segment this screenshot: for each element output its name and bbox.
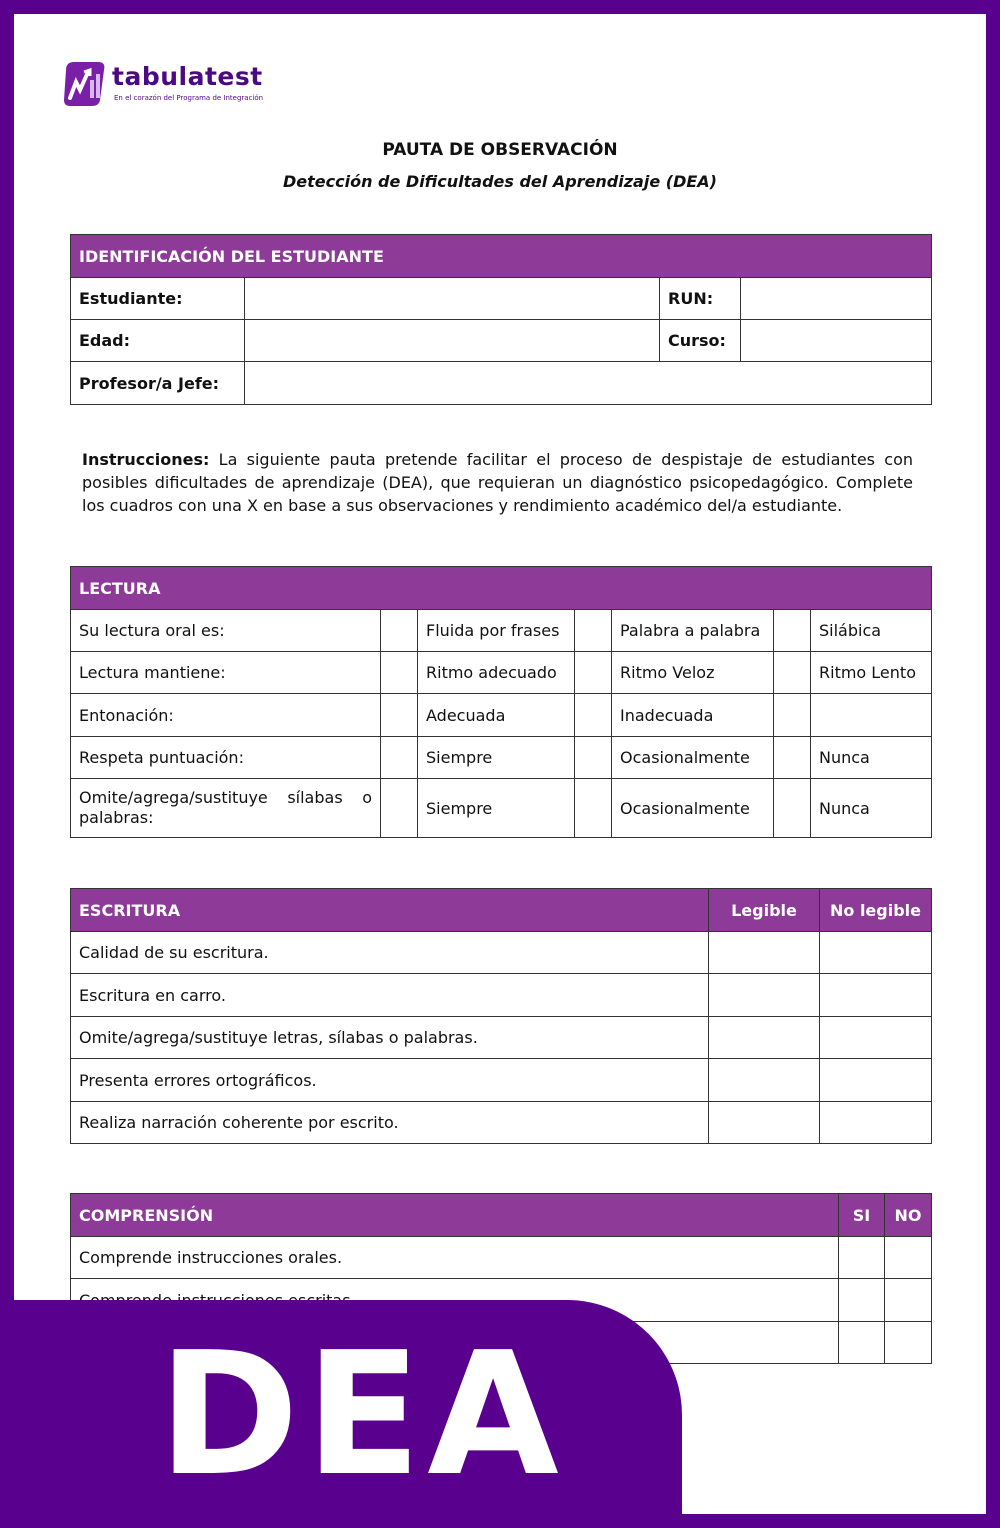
age-field[interactable] bbox=[245, 320, 660, 362]
checkbox-cell[interactable] bbox=[774, 694, 811, 737]
checkbox-cell[interactable] bbox=[820, 932, 932, 974]
reading-item-label: Lectura mantiene: bbox=[71, 652, 381, 694]
writing-item-label: Realiza narración coherente por escrito. bbox=[71, 1102, 709, 1144]
reading-option: Inadecuada bbox=[612, 694, 774, 737]
age-label: Edad: bbox=[71, 320, 245, 362]
table-row bbox=[71, 652, 932, 694]
course-field[interactable] bbox=[741, 320, 932, 362]
checkbox-cell[interactable] bbox=[774, 652, 811, 694]
checkbox-cell[interactable] bbox=[839, 1237, 885, 1279]
instructions bbox=[82, 448, 913, 517]
checkbox-cell[interactable] bbox=[381, 779, 418, 838]
checkbox-cell[interactable] bbox=[774, 610, 811, 652]
checkbox-cell[interactable] bbox=[820, 1017, 932, 1059]
page-subtitle: Detección de Dificultades del Aprendizaje (DEA) bbox=[283, 172, 717, 191]
checkbox-cell[interactable] bbox=[820, 1102, 932, 1144]
reading-item-label: Entonación: bbox=[71, 694, 381, 737]
tabulatest-logo-icon bbox=[62, 60, 106, 108]
comprehension-heading: COMPRENSIÓN bbox=[71, 1194, 839, 1237]
table-row bbox=[71, 1102, 932, 1144]
teacher-label: Profesor/a Jefe: bbox=[71, 362, 245, 405]
comprehension-item-label: Comprende instrucciones orales. bbox=[71, 1237, 839, 1279]
page-title: PAUTA DE OBSERVACIÓN bbox=[382, 140, 618, 160]
run-label: RUN: bbox=[660, 278, 741, 320]
writing-item-label: Escritura en carro. bbox=[71, 974, 709, 1017]
reading-option: Fluida por frases bbox=[418, 610, 575, 652]
table-row bbox=[71, 1237, 932, 1279]
writing-table bbox=[70, 888, 932, 1144]
checkbox-cell[interactable] bbox=[709, 974, 820, 1017]
comprehension-col-yes: SI bbox=[839, 1194, 885, 1237]
checkbox-cell[interactable] bbox=[885, 1279, 932, 1322]
writing-col-not-legible: No legible bbox=[820, 889, 932, 932]
table-row bbox=[71, 737, 932, 779]
writing-item-label: Omite/agrega/sustituye letras, sílabas o palabras. bbox=[71, 1017, 709, 1059]
teacher-field[interactable] bbox=[245, 362, 932, 405]
reading-option bbox=[811, 694, 932, 737]
reading-item-label: Su lectura oral es: bbox=[71, 610, 381, 652]
course-label: Curso: bbox=[660, 320, 741, 362]
table-row bbox=[71, 694, 932, 737]
reading-option: Siempre bbox=[418, 737, 575, 779]
reading-option: Siempre bbox=[418, 779, 575, 838]
reading-option: Nunca bbox=[811, 779, 932, 838]
instructions-label: Instrucciones: bbox=[82, 450, 210, 469]
reading-option: Palabra a palabra bbox=[612, 610, 774, 652]
identification-heading: IDENTIFICACIÓN DEL ESTUDIANTE bbox=[71, 235, 932, 278]
reading-option: Adecuada bbox=[418, 694, 575, 737]
checkbox-cell[interactable] bbox=[820, 1059, 932, 1102]
checkbox-cell[interactable] bbox=[575, 610, 612, 652]
checkbox-cell[interactable] bbox=[381, 694, 418, 737]
checkbox-cell[interactable] bbox=[709, 1059, 820, 1102]
checkbox-cell[interactable] bbox=[381, 652, 418, 694]
checkbox-cell[interactable] bbox=[709, 1017, 820, 1059]
table-row bbox=[71, 610, 932, 652]
table-row bbox=[71, 974, 932, 1017]
checkbox-cell[interactable] bbox=[575, 652, 612, 694]
checkbox-cell[interactable] bbox=[820, 974, 932, 1017]
identification-table bbox=[70, 234, 932, 405]
writing-col-legible: Legible bbox=[709, 889, 820, 932]
checkbox-cell[interactable] bbox=[575, 694, 612, 737]
writing-item-label: Presenta errores ortográficos. bbox=[71, 1059, 709, 1102]
checkbox-cell[interactable] bbox=[381, 610, 418, 652]
reading-option: Ritmo adecuado bbox=[418, 652, 575, 694]
student-label: Estudiante: bbox=[71, 278, 245, 320]
reading-option: Ocasionalmente bbox=[612, 779, 774, 838]
table-row bbox=[71, 1017, 932, 1059]
student-field[interactable] bbox=[245, 278, 660, 320]
checkbox-cell[interactable] bbox=[885, 1237, 932, 1279]
dea-banner-text: DEA bbox=[158, 1316, 565, 1514]
brand-tagline: En el corazón del Programa de Integración bbox=[114, 94, 264, 102]
checkbox-cell[interactable] bbox=[381, 737, 418, 779]
reading-item-label: Respeta puntuación: bbox=[71, 737, 381, 779]
checkbox-cell[interactable] bbox=[774, 779, 811, 838]
checkbox-cell[interactable] bbox=[885, 1322, 932, 1364]
checkbox-cell[interactable] bbox=[709, 1102, 820, 1144]
checkbox-cell[interactable] bbox=[709, 932, 820, 974]
reading-option: Ocasionalmente bbox=[612, 737, 774, 779]
reading-heading: LECTURA bbox=[71, 567, 932, 610]
reading-option: Ritmo Lento bbox=[811, 652, 932, 694]
writing-heading: ESCRITURA bbox=[71, 889, 709, 932]
comprehension-col-no: NO bbox=[885, 1194, 932, 1237]
instructions-text: La siguiente pauta pretende facilitar el proceso de despistaje de estudiantes con posibles dificultades de aprendizaje (DEA), que requieran un diagnóstico psicopedagógico. Complete los cuadros con una X en base a sus observaciones y rendimiento académico del/a estudiante. bbox=[82, 450, 913, 515]
brand-name: tabulatest bbox=[112, 62, 263, 91]
table-row bbox=[71, 779, 932, 838]
reading-option: Ritmo Veloz bbox=[612, 652, 774, 694]
checkbox-cell[interactable] bbox=[575, 737, 612, 779]
checkbox-cell[interactable] bbox=[839, 1322, 885, 1364]
reading-item-label: Omite/agrega/sustituye sílabas o palabras: bbox=[71, 779, 381, 838]
brand-logo bbox=[62, 60, 282, 110]
reading-option: Silábica bbox=[811, 610, 932, 652]
reading-table bbox=[70, 566, 932, 838]
checkbox-cell[interactable] bbox=[575, 779, 612, 838]
table-row bbox=[71, 932, 932, 974]
table-row bbox=[71, 1059, 932, 1102]
checkbox-cell[interactable] bbox=[839, 1279, 885, 1322]
run-field[interactable] bbox=[741, 278, 932, 320]
writing-item-label: Calidad de su escritura. bbox=[71, 932, 709, 974]
reading-option: Nunca bbox=[811, 737, 932, 779]
checkbox-cell[interactable] bbox=[774, 737, 811, 779]
